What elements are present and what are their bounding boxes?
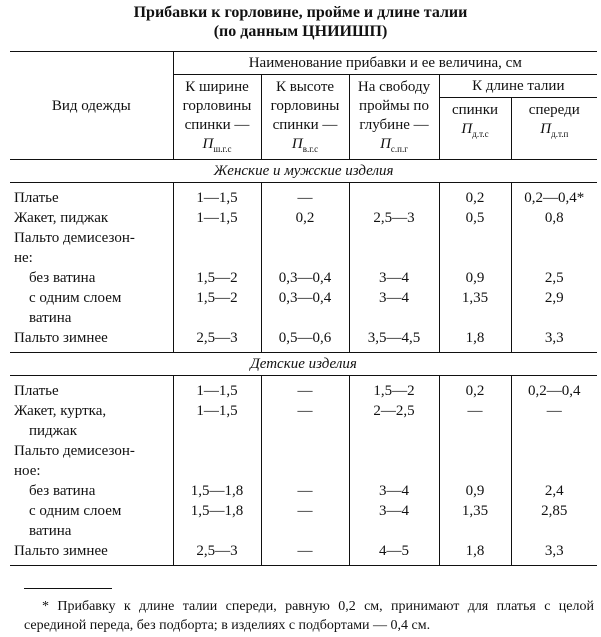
values-neck-width <box>173 376 261 566</box>
value-cell: 3—4 <box>379 483 409 499</box>
value-cell: 1,5—2 <box>196 290 238 306</box>
header-line: К ширине <box>185 79 249 95</box>
value-cell: 1,35 <box>461 503 489 519</box>
value-cell <box>354 308 435 328</box>
value-cell: 0,3—0,4 <box>278 290 332 306</box>
value-cell <box>178 228 257 248</box>
value-cell: 0,2—0,4* <box>524 190 585 206</box>
value-cell <box>516 248 594 268</box>
symbol-front: $П_{д.т.п}$ <box>540 121 569 139</box>
value-cell: 2,85 <box>541 503 568 519</box>
header-front <box>511 98 597 160</box>
table-title: Прибавки к горловине, пройме и длине талии <box>133 4 468 21</box>
header-neck-height <box>261 75 349 160</box>
header-line: глубине — <box>359 117 429 133</box>
garment-name: не: <box>14 250 33 266</box>
value-cell: — <box>297 503 313 519</box>
value-cell: 1,5—2 <box>196 270 238 286</box>
value-cell: 0,2 <box>465 383 485 399</box>
value-cell <box>178 421 257 441</box>
value-cell <box>354 521 435 541</box>
symbol-armhole: $П_{с.п.г}$ <box>380 136 408 154</box>
value-cell: 0,5 <box>465 210 485 226</box>
value-cell <box>178 521 257 541</box>
header-garment-kind: Вид одежды <box>10 52 173 160</box>
garment-name: без ватина <box>29 483 96 499</box>
garment-name: пиджак <box>29 423 77 439</box>
value-cell <box>354 441 435 461</box>
header-line: К высоте <box>275 79 335 95</box>
value-cell <box>444 461 507 481</box>
value-cell: 0,5—0,6 <box>278 330 332 346</box>
value-cell: 3,3 <box>544 330 564 346</box>
value-cell <box>354 421 435 441</box>
value-cell <box>354 248 435 268</box>
value-cell: 2—2,5 <box>373 403 415 419</box>
value-cell <box>516 228 594 248</box>
garment-name: Платье <box>14 190 59 206</box>
value-cell: 0,3—0,4 <box>278 270 332 286</box>
value-cell <box>444 521 507 541</box>
value-cell: 3,5—4,5 <box>367 330 421 346</box>
values-armhole <box>349 376 439 566</box>
value-cell <box>444 248 507 268</box>
garment-name: ное: <box>14 463 41 479</box>
value-cell: 0,8 <box>544 210 564 226</box>
value-cell <box>516 421 594 441</box>
header-waist-length: К длине талии <box>439 75 597 98</box>
value-cell <box>516 308 594 328</box>
value-cell: 2,4 <box>544 483 564 499</box>
value-cell: 1—1,5 <box>196 403 238 419</box>
header-back <box>439 98 511 160</box>
value-cell <box>178 308 257 328</box>
header-armhole <box>349 75 439 160</box>
garment-name: с одним слоем <box>29 503 122 519</box>
value-cell <box>516 461 594 481</box>
value-cell: 4—5 <box>379 543 409 559</box>
garment-name: Жакет, куртка, <box>14 403 107 419</box>
value-cell <box>516 521 594 541</box>
value-cell <box>354 228 435 248</box>
garment-name: Пальто демисезон- <box>14 443 135 459</box>
value-cell: 3—4 <box>379 270 409 286</box>
header-line: На свободу <box>357 79 431 95</box>
values-neck-height <box>261 183 349 353</box>
value-cell: 0,2—0,4 <box>528 383 581 399</box>
allowances-table <box>10 51 597 566</box>
value-cell <box>354 188 435 208</box>
value-cell <box>516 441 594 461</box>
value-cell: — <box>297 403 313 419</box>
values-waist-front <box>511 183 597 353</box>
value-cell: 1—1,5 <box>196 210 238 226</box>
values-waist-back <box>439 376 511 566</box>
garment-name: Пальто демисезон- <box>14 230 135 246</box>
garment-name: Платье <box>14 383 59 399</box>
value-cell: — <box>297 383 313 399</box>
header-line: спереди <box>528 102 580 118</box>
value-cell: 1—1,5 <box>196 383 238 399</box>
header-line: проймы по <box>359 98 429 114</box>
value-cell <box>444 441 507 461</box>
header-neck-width <box>173 75 261 160</box>
value-cell <box>178 441 257 461</box>
garment-name: ватина <box>29 310 72 326</box>
value-cell: — <box>297 190 313 206</box>
header-line: горловины <box>182 98 252 114</box>
value-cell: 3—4 <box>379 503 409 519</box>
value-cell: 1,8 <box>465 330 485 346</box>
header-allowance-group: Наименование прибавки и ее величина, см <box>173 52 597 75</box>
header-line: горловины <box>270 98 340 114</box>
value-cell: — <box>546 403 562 419</box>
garment-names <box>10 183 173 353</box>
value-cell: 2,9 <box>544 290 564 306</box>
value-cell <box>266 248 345 268</box>
symbol-neck-height: $П_{в.г.с}$ <box>291 136 319 154</box>
value-cell: 1,5—1,8 <box>190 483 244 499</box>
value-cell <box>178 461 257 481</box>
section-body-adult <box>10 183 597 353</box>
garment-name: ватина <box>29 523 72 539</box>
value-cell: 2,5 <box>544 270 564 286</box>
garment-name: Пальто зимнее <box>14 330 108 346</box>
value-cell <box>444 308 507 328</box>
value-cell <box>266 441 345 461</box>
table-subtitle: (по данным ЦНИИШП) <box>213 23 388 40</box>
value-cell: 0,9 <box>465 270 485 286</box>
header-line: спинки — <box>272 117 338 133</box>
values-waist-front <box>511 376 597 566</box>
value-cell: 2,5—3 <box>196 543 238 559</box>
value-cell: 0,9 <box>465 483 485 499</box>
value-cell: 2,5—3 <box>196 330 238 346</box>
value-cell: — <box>297 483 313 499</box>
values-armhole <box>349 183 439 353</box>
value-cell: 3,3 <box>544 543 564 559</box>
values-waist-back <box>439 183 511 353</box>
value-cell: 1,8 <box>465 543 485 559</box>
value-cell <box>354 461 435 481</box>
value-cell <box>266 228 345 248</box>
values-neck-width <box>173 183 261 353</box>
section-body-children <box>10 376 597 566</box>
symbol-neck-width: $П_{ш.г.с}$ <box>202 136 232 154</box>
value-cell: 0,2 <box>465 190 485 206</box>
value-cell <box>444 421 507 441</box>
header-line: спинки — <box>184 117 250 133</box>
value-cell: — <box>467 403 483 419</box>
value-cell <box>266 461 345 481</box>
value-cell <box>266 521 345 541</box>
garment-name: Пальто зимнее <box>14 543 108 559</box>
value-cell: — <box>297 543 313 559</box>
value-cell: 2,5—3 <box>373 210 415 226</box>
footnote: * Прибавку к длине талии спереди, равную 0,2 см, принимают для платья с целой серединой переда, без подборта; в изделиях с подбортами — 0,4 см. <box>24 599 594 633</box>
header-line: спинки <box>451 102 499 118</box>
values-neck-height <box>261 376 349 566</box>
symbol-back: $П_{д.т.с}$ <box>461 121 489 139</box>
value-cell: 3—4 <box>379 290 409 306</box>
garment-name: Жакет, пиджак <box>14 210 109 226</box>
value-cell: 1—1,5 <box>196 190 238 206</box>
value-cell <box>266 308 345 328</box>
garment-names <box>10 376 173 566</box>
value-cell <box>444 228 507 248</box>
section-title-adult: Женские и мужские изделия <box>10 160 597 183</box>
value-cell: 1,35 <box>461 290 489 306</box>
value-cell: 1,5—2 <box>373 383 415 399</box>
value-cell: 0,2 <box>295 210 315 226</box>
footnote-rule <box>24 588 112 589</box>
garment-name: с одним слоем <box>29 290 122 306</box>
value-cell <box>178 248 257 268</box>
section-title-children: Детские изделия <box>10 353 597 376</box>
garment-name: без ватина <box>29 270 96 286</box>
value-cell: 1,5—1,8 <box>190 503 244 519</box>
value-cell <box>266 421 345 441</box>
